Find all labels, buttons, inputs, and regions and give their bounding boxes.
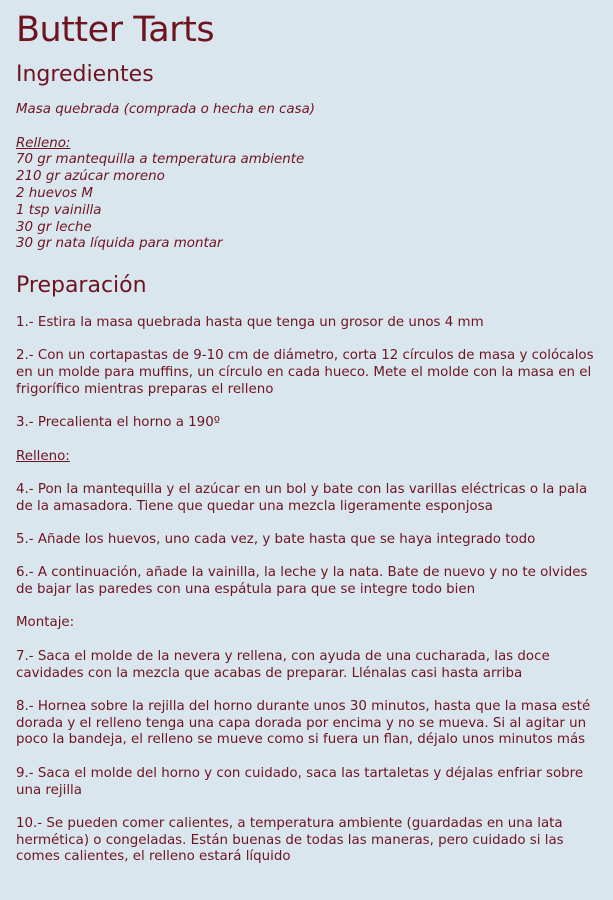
assembly-label: Montaje: [16,615,75,631]
filling-label: Relleno: [16,135,71,151]
recipe-title: Butter Tarts [16,10,215,50]
ingredients-heading: Ingredientes [16,62,154,87]
ingredient-item: 30 gr leche [16,219,92,235]
ingredient-item: 210 gr azúcar moreno [16,169,165,185]
step-1: 1.- Estira la masa quebrada hasta que tenga un grosor de unos 4 mm [16,315,484,331]
step-3: 3.- Precalienta el horno a 190º [16,415,221,431]
ingredient-item: 1 tsp vainilla [16,202,102,218]
ingredients-list [16,102,597,253]
preparation-heading: Preparación [16,273,147,299]
ingredient-item: 30 gr nata líquida para montar [16,236,223,252]
step-5: 5.- Añade los huevos, uno cada vez, y bate hasta que se haya integrado todo [16,532,536,548]
filling-section-label: Relleno: [16,448,70,464]
step-10: 10.- Se pueden comer calientes, a temperatura ambiente (guardadas en una lata hermética) o congeladas. Están buenas de todas las maneras, pero cuidado si las comes calientes, el relleno estará líquido [16,815,564,865]
step-6: 6.- A continuación, añade la vainilla, la leche y la nata. Bate de nuevo y no te olvides de bajar las paredes con una espátula para que se integre todo bien [16,565,588,598]
ingredient-base: Masa quebrada (comprada o hecha en casa) [16,102,316,117]
ingredient-item: 70 gr mantequilla a temperatura ambiente [16,152,305,168]
step-8: 8.- Hornea sobre la rejilla del horno durante unos 30 minutos, hasta que la masa esté dorada y el relleno tenga una capa dorada por encima y no se mueva. Si al agitar un poco la bandeja, el relleno se mueve como si fuera un flan, déjalo unos minutos más [16,698,591,748]
ingredient-item: 2 huevos M [16,185,93,201]
step-7: 7.- Saca el molde de la nevera y rellena, con ayuda de una cucharada, las doce cavidades con la mezcla que acabas de preparar. Llénalas casi hasta arriba [16,648,550,681]
step-4: 4.- Pon la mantequilla y el azúcar en un bol y bate con las varillas eléctricas o la pala de la amasadora. Tiene que quedar una mezcla ligeramente esponjosa [16,481,588,514]
step-9: 9.- Saca el molde del horno y con cuidado, saca las tartaletas y déjalas enfriar sobre una rejilla [16,765,584,798]
step-2: 2.- Con un cortapastas de 9-10 cm de diámetro, corta 12 círculos de masa y colócalos en un molde para muffins, un círculo en cada hueco. Mete el molde con la masa en el frigorífico mientras preparas el relleno [16,348,594,398]
preparation-steps [16,315,597,866]
